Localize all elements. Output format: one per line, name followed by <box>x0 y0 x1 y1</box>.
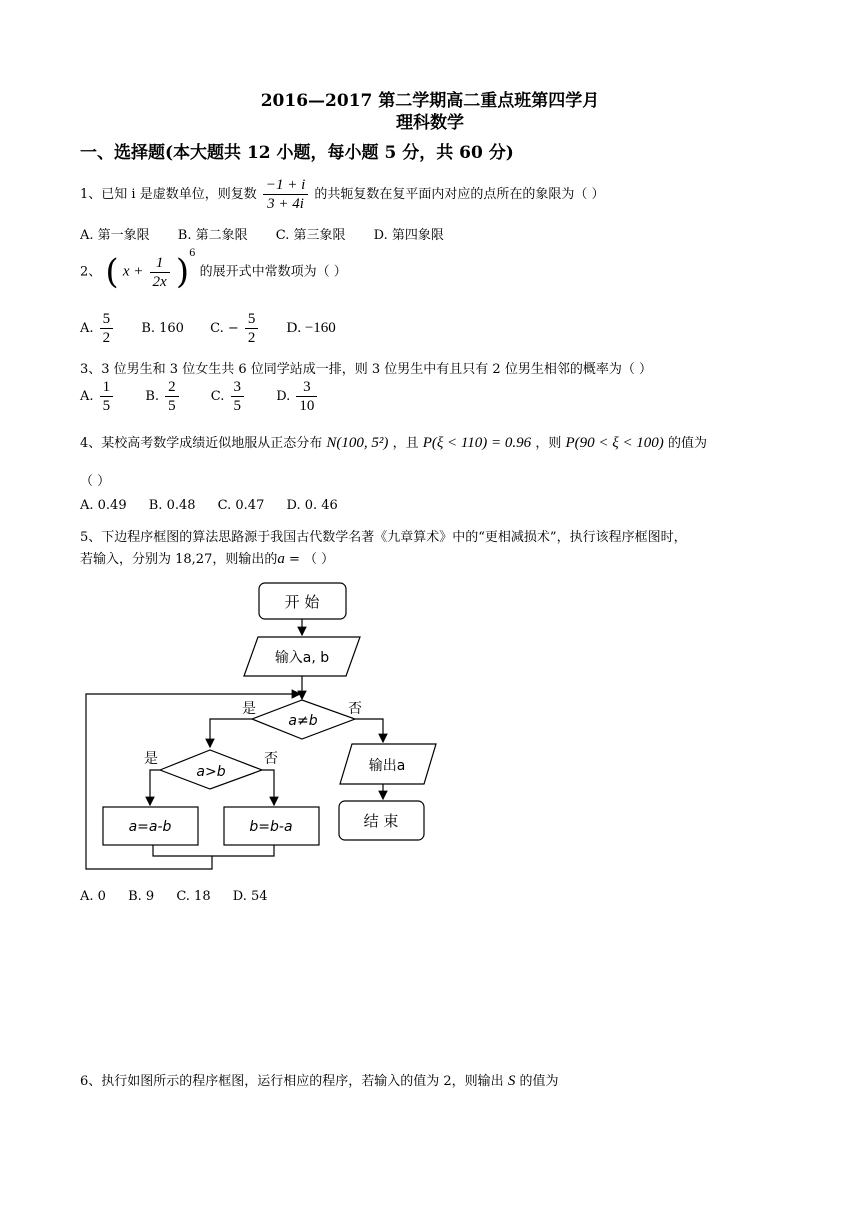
flow-input-label: 输入a, b <box>274 650 330 666</box>
q2-option-b: B. 160 <box>141 321 184 336</box>
q1-text-pre: 1、已知 i 是虚数单位，则复数 <box>80 187 257 202</box>
q2-right-paren: ) <box>175 252 190 292</box>
q2-left-paren: ( <box>105 252 119 292</box>
question-6 <box>80 1070 558 1090</box>
q1-option-c: C. 第三象限 <box>275 228 346 243</box>
question-5-line1: 5、下边程序框图的算法思路源于我国古代数学名著《九章算术》中的“更相减损术”，执行该程序框图时， <box>80 530 687 545</box>
q3-option-d-num: 3 <box>296 378 317 397</box>
q4-prob-1: P(ξ < 110) = 0.96 <box>422 435 532 451</box>
q2-option-a-den: 2 <box>102 330 111 346</box>
q3-option-d-label: D. <box>276 389 291 404</box>
q5-option-c: C. 18 <box>176 889 211 904</box>
q6-text-post: 的值为 <box>519 1074 559 1089</box>
q1-fraction-den: 3 + 4i <box>267 196 304 212</box>
page-title: 2016—2017 第二学期高二重点班第四学月 <box>260 91 600 111</box>
flow-cond1-yes: 是 <box>242 701 256 717</box>
q2-expr-x: x + <box>122 263 144 280</box>
flow-arrow-cond2-no <box>262 770 274 805</box>
flow-assign-a-label: a=a-b <box>128 819 172 835</box>
q6-text-pre: 6、执行如图所示的程序框图，运行相应的程序，若输入的值为 2，则输出 <box>80 1074 504 1089</box>
q3-option-a-den: 5 <box>102 398 111 414</box>
page-subtitle: 理科数学 <box>396 113 464 133</box>
q3-option-d-den: 10 <box>299 398 315 414</box>
q5-line2-post: = （ ） <box>284 552 335 567</box>
flow-output-label: 输出a <box>368 758 406 774</box>
section-heading: 一、选择题(本大题共 12 小题，每小题 5 分，共 60 分) <box>80 143 514 163</box>
flow-cond2-no: 否 <box>264 751 278 767</box>
q5-option-d: D. 54 <box>232 889 268 904</box>
flow-end-label: 结 束 <box>363 812 399 830</box>
q4-prob-2: P(90 < ξ < 100) <box>565 435 664 451</box>
q2-option-c-den: 2 <box>247 330 256 346</box>
q2-option-a-label: A. <box>80 321 94 336</box>
q2-option-c-label: C. − <box>210 321 239 336</box>
q4-text-mid: ，且 <box>392 436 419 451</box>
flow-cond2-label: a>b <box>196 764 226 780</box>
flow-loop-back <box>86 694 300 869</box>
q4-text-pre: 4、某校高考数学成绩近似地服从正态分布 <box>80 436 323 451</box>
q4-distribution: N(100, 5²) <box>326 435 389 451</box>
flow-cond1-no: 否 <box>348 701 362 717</box>
q6-var: S <box>507 1073 516 1089</box>
q2-exponent: 6 <box>189 248 196 260</box>
q3-option-a-label: A. <box>80 389 94 404</box>
flow-arrow-cond2-yes <box>150 770 160 805</box>
flow-cond2-yes: 是 <box>144 751 158 767</box>
q2-prefix: 2、 <box>80 264 102 280</box>
q3-option-b-den: 5 <box>168 398 176 414</box>
q2-option-d: D. −160 <box>286 320 336 336</box>
q2-fraction-num: 1 <box>150 254 170 273</box>
q5-option-b: B. 9 <box>128 889 155 904</box>
q4-answer-paren: （ ） <box>80 474 111 489</box>
q2-text-post: 的展开式中常数项为（ ） <box>199 264 347 280</box>
q4-text-post: 的值为 <box>667 436 707 451</box>
q5-line2-pre: 若输入，分别为 18,27，则输出的 <box>80 552 278 567</box>
flow-arrow-cond1-no <box>355 719 383 742</box>
q3-option-c-num: 3 <box>231 378 245 397</box>
question-3: 3、3 位男生和 3 位女生共 6 位同学站成一排，则 3 位男生中有且只有 2 位男生相邻的概率为（ ） <box>80 362 652 377</box>
q5-options <box>80 889 292 904</box>
q2-option-a-num: 5 <box>100 310 114 329</box>
q3-option-b-label: B. <box>145 389 159 404</box>
q3-option-b-num: 2 <box>165 378 179 397</box>
q3-option-a-num: 1 <box>100 378 114 397</box>
q1-text-post: 的共轭复数在复平面内对应的点所在的象限为（ ） <box>314 187 605 202</box>
q5-line2-var: a <box>277 551 285 567</box>
q2-option-c-num: 5 <box>245 310 259 329</box>
q4-option-a: A. 0.49 <box>80 498 127 513</box>
q1-option-d: D. 第四象限 <box>373 228 444 243</box>
flow-merge-left <box>153 845 212 856</box>
q4-option-c: C. 0.47 <box>217 498 265 513</box>
q1-fraction-num: −1 + i <box>263 176 308 195</box>
q1-option-a: A. 第一象限 <box>80 228 150 243</box>
q4-option-b: B. 0.48 <box>148 498 196 513</box>
flow-cond1-label: a≠b <box>288 713 318 729</box>
q2-fraction-den: 2x <box>152 273 167 290</box>
q4-option-d: D. 0. 46 <box>286 498 338 513</box>
flow-start-label: 开 始 <box>284 593 320 611</box>
q3-option-c-label: C. <box>210 389 225 404</box>
q4-text-mid2: ，则 <box>535 436 562 451</box>
flow-arrow-cond1-yes <box>210 719 252 747</box>
q3-option-c-den: 5 <box>233 398 242 414</box>
q1-option-b: B. 第二象限 <box>177 228 248 243</box>
q5-option-a: A. 0 <box>80 889 106 904</box>
flow-assign-b-label: b=b-a <box>249 819 293 835</box>
